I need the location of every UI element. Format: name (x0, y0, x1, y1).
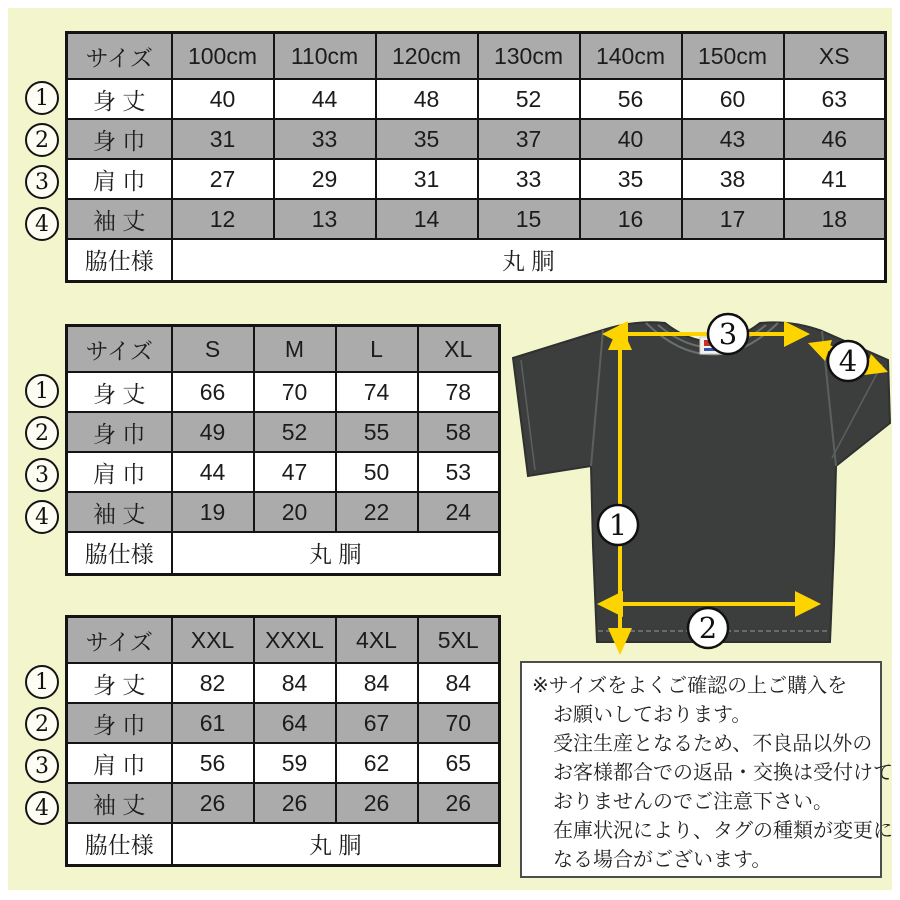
kids-header-row (67, 33, 886, 80)
cell: 17 (682, 199, 784, 239)
cell: 24 (418, 492, 500, 532)
row-1-badge (25, 81, 59, 115)
row-label: 肩 巾 (67, 452, 172, 492)
cell: 37 (478, 119, 580, 159)
row-3-badge (25, 749, 59, 783)
cell: 53 (418, 452, 500, 492)
row-4-badge (25, 791, 59, 825)
row-2-badge-num: 2 (35, 420, 49, 446)
col-header: XL (418, 326, 500, 373)
row-1-badge (25, 665, 59, 699)
note-line: お願いしております。 (553, 704, 752, 726)
cell: 26 (254, 783, 336, 823)
cell: 41 (784, 159, 886, 199)
cell: 56 (172, 743, 254, 783)
col-header: 150cm (682, 33, 784, 80)
big-size-table (65, 615, 501, 867)
table-row (67, 703, 500, 743)
cell: 44 (274, 79, 376, 119)
cell: 26 (172, 783, 254, 823)
note-line: 受注生産となるため、不良品以外の (553, 733, 873, 755)
table-row (67, 119, 886, 159)
cell: 47 (254, 452, 336, 492)
svg-text:2: 2 (698, 611, 718, 645)
col-header: XXL (172, 617, 254, 664)
cell: 33 (478, 159, 580, 199)
body-length-label (598, 505, 638, 545)
row-label: 身 巾 (67, 119, 172, 159)
shoulder-width-label (708, 314, 748, 354)
cell: 78 (418, 372, 500, 412)
cell: 84 (418, 663, 500, 703)
row-label: 身 巾 (67, 412, 172, 452)
footer-label: 脇仕様 (67, 239, 172, 281)
cell: 70 (254, 372, 336, 412)
footer-value: 丸 胴 (172, 239, 886, 281)
row-label: 身 巾 (67, 703, 172, 743)
cell: 35 (376, 119, 478, 159)
cell: 67 (336, 703, 418, 743)
cell: 50 (336, 452, 418, 492)
big-size-section (25, 615, 501, 867)
cell: 55 (336, 412, 418, 452)
cell: 13 (274, 199, 376, 239)
col-header: XS (784, 33, 886, 80)
table-row (67, 159, 886, 199)
cell: 56 (580, 79, 682, 119)
cell: 29 (274, 159, 376, 199)
row-label: 袖 丈 (67, 492, 172, 532)
row-3-badge-num: 3 (35, 169, 49, 195)
table-row (67, 783, 500, 823)
note-line: ※サイズをよくご確認の上ご購入を (532, 675, 848, 697)
cell: 60 (682, 79, 784, 119)
cell: 66 (172, 372, 254, 412)
cell: 15 (478, 199, 580, 239)
col-header: サイズ (67, 617, 172, 664)
cell: 12 (172, 199, 274, 239)
cell: 82 (172, 663, 254, 703)
table-footer-row (67, 532, 500, 574)
purchase-note-box (520, 661, 893, 878)
cell: 48 (376, 79, 478, 119)
row-1-badge-num: 1 (35, 85, 49, 111)
cell: 40 (580, 119, 682, 159)
row-2-badge-num: 2 (35, 711, 49, 737)
table-row (67, 452, 500, 492)
footer-label: 脇仕様 (67, 823, 172, 865)
svg-text:4: 4 (838, 344, 858, 378)
cell: 38 (682, 159, 784, 199)
col-header: サイズ (67, 33, 172, 80)
row-3-badge (25, 165, 59, 199)
adult-size-table (65, 324, 501, 576)
cell: 63 (784, 79, 886, 119)
svg-text:3: 3 (718, 317, 738, 351)
col-header: S (172, 326, 254, 373)
row-label: 身 丈 (67, 663, 172, 703)
row-1-badge-num: 1 (35, 669, 49, 695)
kids-size-table (65, 31, 887, 283)
cell: 46 (784, 119, 886, 159)
cell: 14 (376, 199, 478, 239)
col-header: 100cm (172, 33, 274, 80)
row-label: 袖 丈 (67, 199, 172, 239)
cell: 18 (784, 199, 886, 239)
body-width-label (688, 608, 728, 648)
row-1-badge-num: 1 (35, 378, 49, 404)
cell: 20 (254, 492, 336, 532)
col-header: M (254, 326, 336, 373)
adult-header-row (67, 326, 500, 373)
row-2-badge (25, 416, 59, 450)
note-line: お客様都合での返品・交換は受付けて (553, 762, 893, 784)
col-header: 140cm (580, 33, 682, 80)
row-2-badge (25, 707, 59, 741)
cell: 84 (336, 663, 418, 703)
col-header: L (336, 326, 418, 373)
col-header: 130cm (478, 33, 580, 80)
cell: 59 (254, 743, 336, 783)
cell: 64 (254, 703, 336, 743)
cell: 19 (172, 492, 254, 532)
row-1-badge (25, 374, 59, 408)
cell: 33 (274, 119, 376, 159)
cell: 35 (580, 159, 682, 199)
cell: 58 (418, 412, 500, 452)
table-row (67, 492, 500, 532)
row-4-badge-num: 4 (35, 504, 49, 530)
row-4-badge (25, 207, 59, 241)
sleeve-length-label (828, 341, 868, 381)
cell: 49 (172, 412, 254, 452)
cell: 26 (336, 783, 418, 823)
row-label: 肩 巾 (67, 159, 172, 199)
table-row (67, 743, 500, 783)
table-row (67, 412, 500, 452)
col-header: 120cm (376, 33, 478, 80)
table-footer-row (67, 239, 886, 281)
col-header: XXXL (254, 617, 336, 664)
cell: 62 (336, 743, 418, 783)
cell: 27 (172, 159, 274, 199)
cell: 74 (336, 372, 418, 412)
footer-label: 脇仕様 (67, 532, 172, 574)
row-label: 身 丈 (67, 79, 172, 119)
cell: 70 (418, 703, 500, 743)
cell: 65 (418, 743, 500, 783)
row-3-badge-num: 3 (35, 462, 49, 488)
row-label: 肩 巾 (67, 743, 172, 783)
row-4-badge-num: 4 (35, 795, 49, 821)
col-header: 4XL (336, 617, 418, 664)
note-line: 在庫状況により、タグの種類が変更に (553, 820, 893, 842)
cell: 52 (478, 79, 580, 119)
row-3-badge-num: 3 (35, 753, 49, 779)
cell: 84 (254, 663, 336, 703)
row-2-badge-num: 2 (35, 127, 49, 153)
col-header: サイズ (67, 326, 172, 373)
col-header: 5XL (418, 617, 500, 664)
row-3-badge (25, 458, 59, 492)
row-2-badge (25, 123, 59, 157)
footer-value: 丸 胴 (172, 532, 500, 574)
note-line: おりませんのでご注意下さい。 (553, 791, 833, 813)
table-row (67, 372, 500, 412)
note-line: なる場合がございます。 (553, 849, 772, 871)
tshirt-measurement-diagram (505, 306, 895, 658)
cell: 22 (336, 492, 418, 532)
cell: 44 (172, 452, 254, 492)
row-label: 袖 丈 (67, 783, 172, 823)
cell: 31 (376, 159, 478, 199)
table-row (67, 199, 886, 239)
adult-size-section (25, 324, 501, 576)
kids-size-section (25, 31, 887, 283)
cell: 26 (418, 783, 500, 823)
row-label: 身 丈 (67, 372, 172, 412)
cell: 16 (580, 199, 682, 239)
big-header-row (67, 617, 500, 664)
svg-text:1: 1 (608, 508, 628, 542)
row-4-badge-num: 4 (35, 211, 49, 237)
footer-value: 丸 胴 (172, 823, 500, 865)
row-4-badge (25, 500, 59, 534)
table-footer-row (67, 823, 500, 865)
cell: 43 (682, 119, 784, 159)
cell: 61 (172, 703, 254, 743)
col-header: 110cm (274, 33, 376, 80)
table-row (67, 663, 500, 703)
table-row (67, 79, 886, 119)
cell: 31 (172, 119, 274, 159)
cell: 52 (254, 412, 336, 452)
cell: 40 (172, 79, 274, 119)
